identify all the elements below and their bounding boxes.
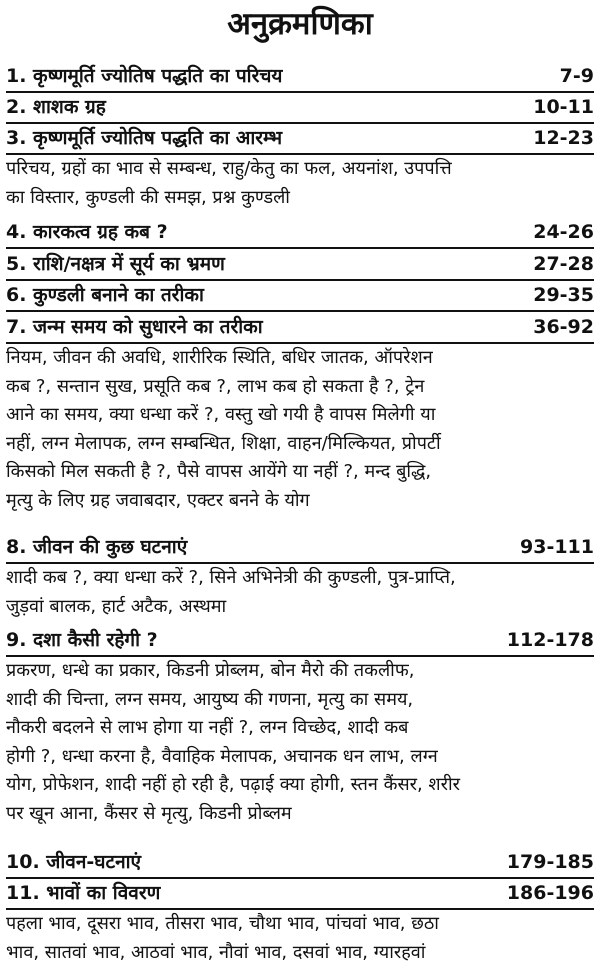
toc-entry-description: शादी कब ?, क्या धन्धा करें ?, सिने अभिनेत्री की कुण्डली, पुत्र-प्राप्ति, जुड़वां बालक, हार्ट अटैक, अस्थमा (6, 567, 456, 617)
toc-entry-7 (6, 313, 594, 344)
toc-entry-title: 7. जन्म समय को सुधारने का तरीका (6, 316, 263, 338)
toc-entry-description: पहला भाव, दूसरा भाव, तीसरा भाव, चौथा भाव, पांचवां भाव, छठा भाव, सातवां भाव, आठवां भाव, नौवां भाव, दसवां भाव, ग्यारहवां (6, 913, 439, 963)
toc-entry-description: नियम, जीवन की अवधि, शारीरिक स्थिति, बधिर जातक, ऑपरेशन कब ?, सन्तान सुख, प्रसूति कब ?, लाभ कब हो सकता है ?, ट्रेन आने का समय, क्या धन्धा करें ?, वस्तु खो गयी है वापस मिलेगी या नहीं, लग्न मेलापक, लग्न सम्बन्धित, शिक्षा, वाहन/मिल्कियत, प्रोपर्टी किसको मिल सकती है ?, पैसे वापस आयेंगे या नहीं ?, मन्द बुद्धि, मृत्यु के लिए ग्रह जवाबदार, एक्टर बनने के योग (6, 347, 441, 511)
toc-entry-title: 6. कुण्डली बनाने का तरीका (6, 284, 204, 306)
toc-entry-2 (6, 93, 594, 124)
toc-entry-title: 11. भावों का विवरण (6, 882, 161, 904)
toc-entry-pages: 36-92 (533, 316, 594, 338)
toc-entry-pages: 10-11 (533, 96, 594, 118)
toc-entry-pages: 93-111 (520, 536, 594, 558)
toc-entry-6 (6, 281, 594, 312)
page-title: अनुक्रमणिका (227, 6, 373, 42)
toc-entry-pages: 186-196 (506, 882, 594, 904)
toc-entry-8 (6, 533, 594, 564)
toc-entry-pages: 7-9 (559, 65, 594, 87)
toc-entry-title: 4. कारकत्व ग्रह कब ? (6, 221, 168, 243)
toc-entry-title: 8. जीवन की कुछ घटनाएं (6, 536, 188, 558)
toc-entry-title: 1. कृष्णमूर्ति ज्योतिष पद्धति का परिचय (6, 65, 283, 87)
toc-entry-1 (6, 62, 594, 93)
toc-entry-title: 3. कृष्णमूर्ति ज्योतिष पद्धति का आरम्भ (6, 127, 283, 149)
toc-entry-title: 5. राशि/नक्षत्र में सूर्य का भ्रमण (6, 253, 225, 275)
toc-entry-pages: 24-26 (533, 221, 594, 243)
divider (6, 247, 594, 249)
toc-entry-pages: 12-23 (533, 127, 594, 149)
toc-entry-description: प्रकरण, धन्धे का प्रकार, किडनी प्रोब्लम, बोन मैरो की तकलीफ, शादी की चिन्ता, लग्न समय, आयुष्य की गणना, मृत्यु का समय, नौकरी बदलने से लाभ होगा या नहीं ?, लग्न विच्छेद, शादी कब होगी ?, धन्धा करना है, वैवाहिक मेलापक, अचानक धन लाभ, लग्न योग, प्रोफेशन, शादी नहीं हो रही है, पढ़ाई क्या होगी, स्तन कैंसर, शरीर पर खून आना, कैंसर से मृत्यु, किडनी प्रोब्लम (6, 660, 461, 824)
toc-entry-pages: 27-28 (533, 253, 594, 275)
toc-entry-title: 9. दशा कैसी रहेगी ? (6, 629, 158, 651)
toc-entry-title: 2. शाशक ग्रह (6, 96, 106, 118)
toc-entry-description: परिचय, ग्रहों का भाव से सम्बन्ध, राहु/केतु का फल, अयनांश, उपपत्ति का विस्तार, कुण्डली की समझ, प्रश्न कुण्डली (6, 158, 452, 208)
toc-entry-pages: 179-185 (506, 851, 594, 873)
toc-entry-pages: 29-35 (533, 284, 594, 306)
toc-entry-3 (6, 124, 594, 155)
toc-entry-4 (6, 218, 594, 249)
toc-entry-10 (6, 848, 594, 879)
toc-entry-9 (6, 626, 594, 657)
toc-entry-pages: 112-178 (506, 629, 594, 651)
toc-entry-title: 10. जीवन-घटनाएं (6, 851, 142, 873)
divider (6, 310, 594, 312)
toc-entry-5 (6, 250, 594, 281)
toc-entry-11 (6, 879, 594, 910)
